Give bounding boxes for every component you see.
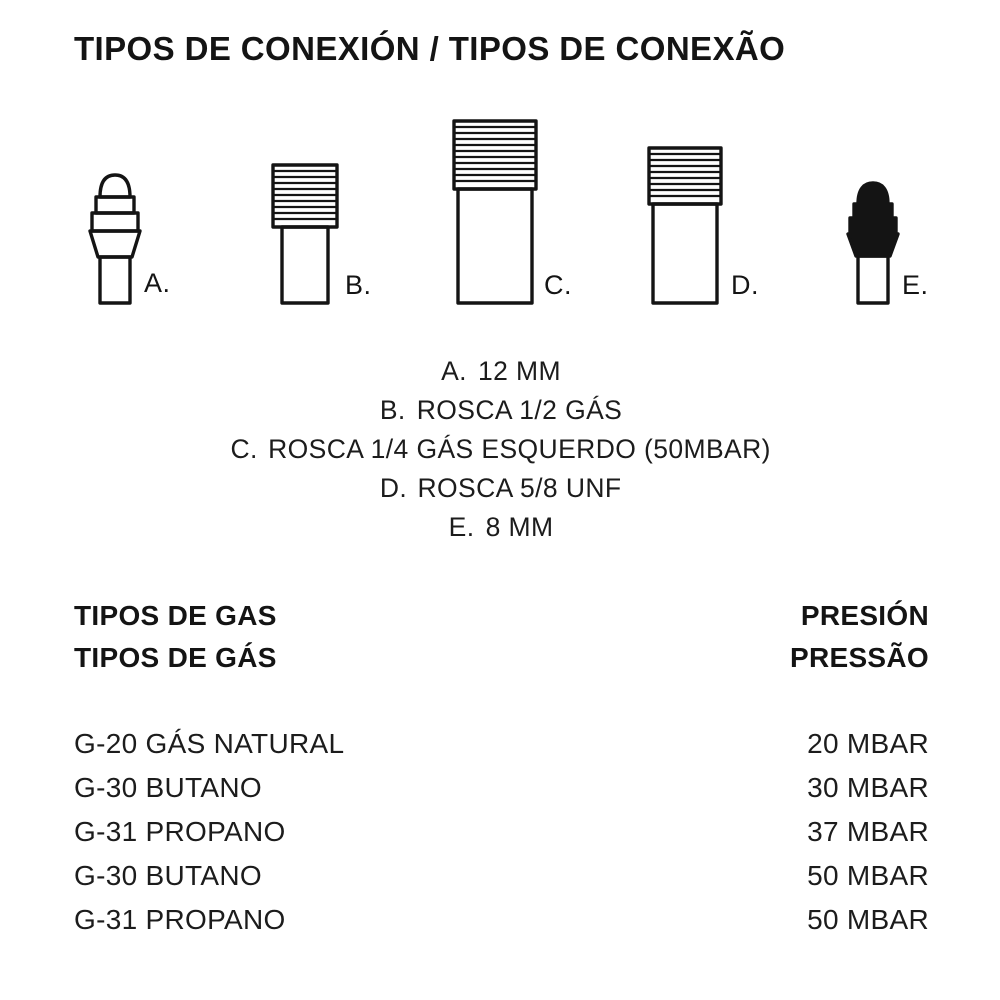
cell-gas: G-31 PROPANO <box>74 904 286 935</box>
cell-gas: G-30 BUTANO <box>74 860 262 891</box>
column-header-gas-pt: TIPOS DE GÁS <box>74 642 277 673</box>
cell-pressure: 20 MBAR <box>807 728 929 759</box>
connector-b-drawing <box>255 140 425 305</box>
legend-text-a: 12 MM <box>478 356 561 386</box>
table-row <box>74 860 929 904</box>
legend-letter-a: A. <box>441 356 467 386</box>
legend-letter-b: B. <box>379 395 406 425</box>
connector-diagram-row <box>60 110 960 305</box>
legend-letter-c: C. <box>230 434 258 464</box>
column-header-gas-es: TIPOS DE GAS <box>74 600 277 631</box>
gas-pressure-table <box>74 600 929 948</box>
connector-e-label: E. <box>902 270 929 300</box>
cell-gas: G-20 GÁS NATURAL <box>74 728 345 759</box>
connector-figure-a <box>70 145 240 305</box>
legend-item-a <box>0 352 1000 391</box>
table-row <box>74 816 929 860</box>
legend-letter-e: E. <box>448 512 475 542</box>
connector-figure-e <box>830 160 990 305</box>
legend-text-c: ROSCA 1/4 GÁS ESQUERDO (50MBAR) <box>268 434 771 464</box>
cell-pressure: 30 MBAR <box>807 772 929 803</box>
connector-figure-d <box>635 130 815 305</box>
column-header-pressure-pt: PRESSÃO <box>789 642 929 673</box>
legend-text-e: 8 MM <box>485 512 554 542</box>
legend-item-b <box>0 391 1000 430</box>
legend-letter-d: D. <box>379 473 408 503</box>
connector-d-drawing <box>635 130 815 305</box>
table-header-row-es <box>74 600 929 642</box>
column-header-pressure-es: PRESIÓN <box>800 600 929 631</box>
legend-text-b: ROSCA 1/2 GÁS <box>416 395 623 425</box>
connector-figure-b <box>255 140 425 305</box>
legend-item-c <box>0 430 1000 469</box>
cell-gas: G-31 PROPANO <box>74 816 286 847</box>
table-row <box>74 904 929 948</box>
connector-b-label: B. <box>345 270 372 300</box>
legend-item-e <box>0 508 1000 547</box>
connector-c-drawing <box>440 115 620 305</box>
connector-figure-c <box>440 115 620 305</box>
table-row <box>74 772 929 816</box>
connector-d-label: D. <box>731 270 759 300</box>
cell-pressure: 37 MBAR <box>807 816 929 847</box>
connector-a-label: A. <box>144 268 171 298</box>
cell-pressure: 50 MBAR <box>807 860 929 891</box>
cell-pressure: 50 MBAR <box>807 904 929 935</box>
connector-c-label: C. <box>544 270 572 300</box>
table-row <box>74 728 929 772</box>
page-title: TIPOS DE CONEXIÓN / TIPOS DE CONEXÃO <box>74 30 786 67</box>
table-header-row-pt <box>74 642 929 684</box>
connector-legend <box>0 352 1000 547</box>
legend-text-d: ROSCA 5/8 UNF <box>417 473 622 503</box>
legend-item-d <box>0 469 1000 508</box>
cell-gas: G-30 BUTANO <box>74 772 262 803</box>
table-body <box>74 728 929 948</box>
